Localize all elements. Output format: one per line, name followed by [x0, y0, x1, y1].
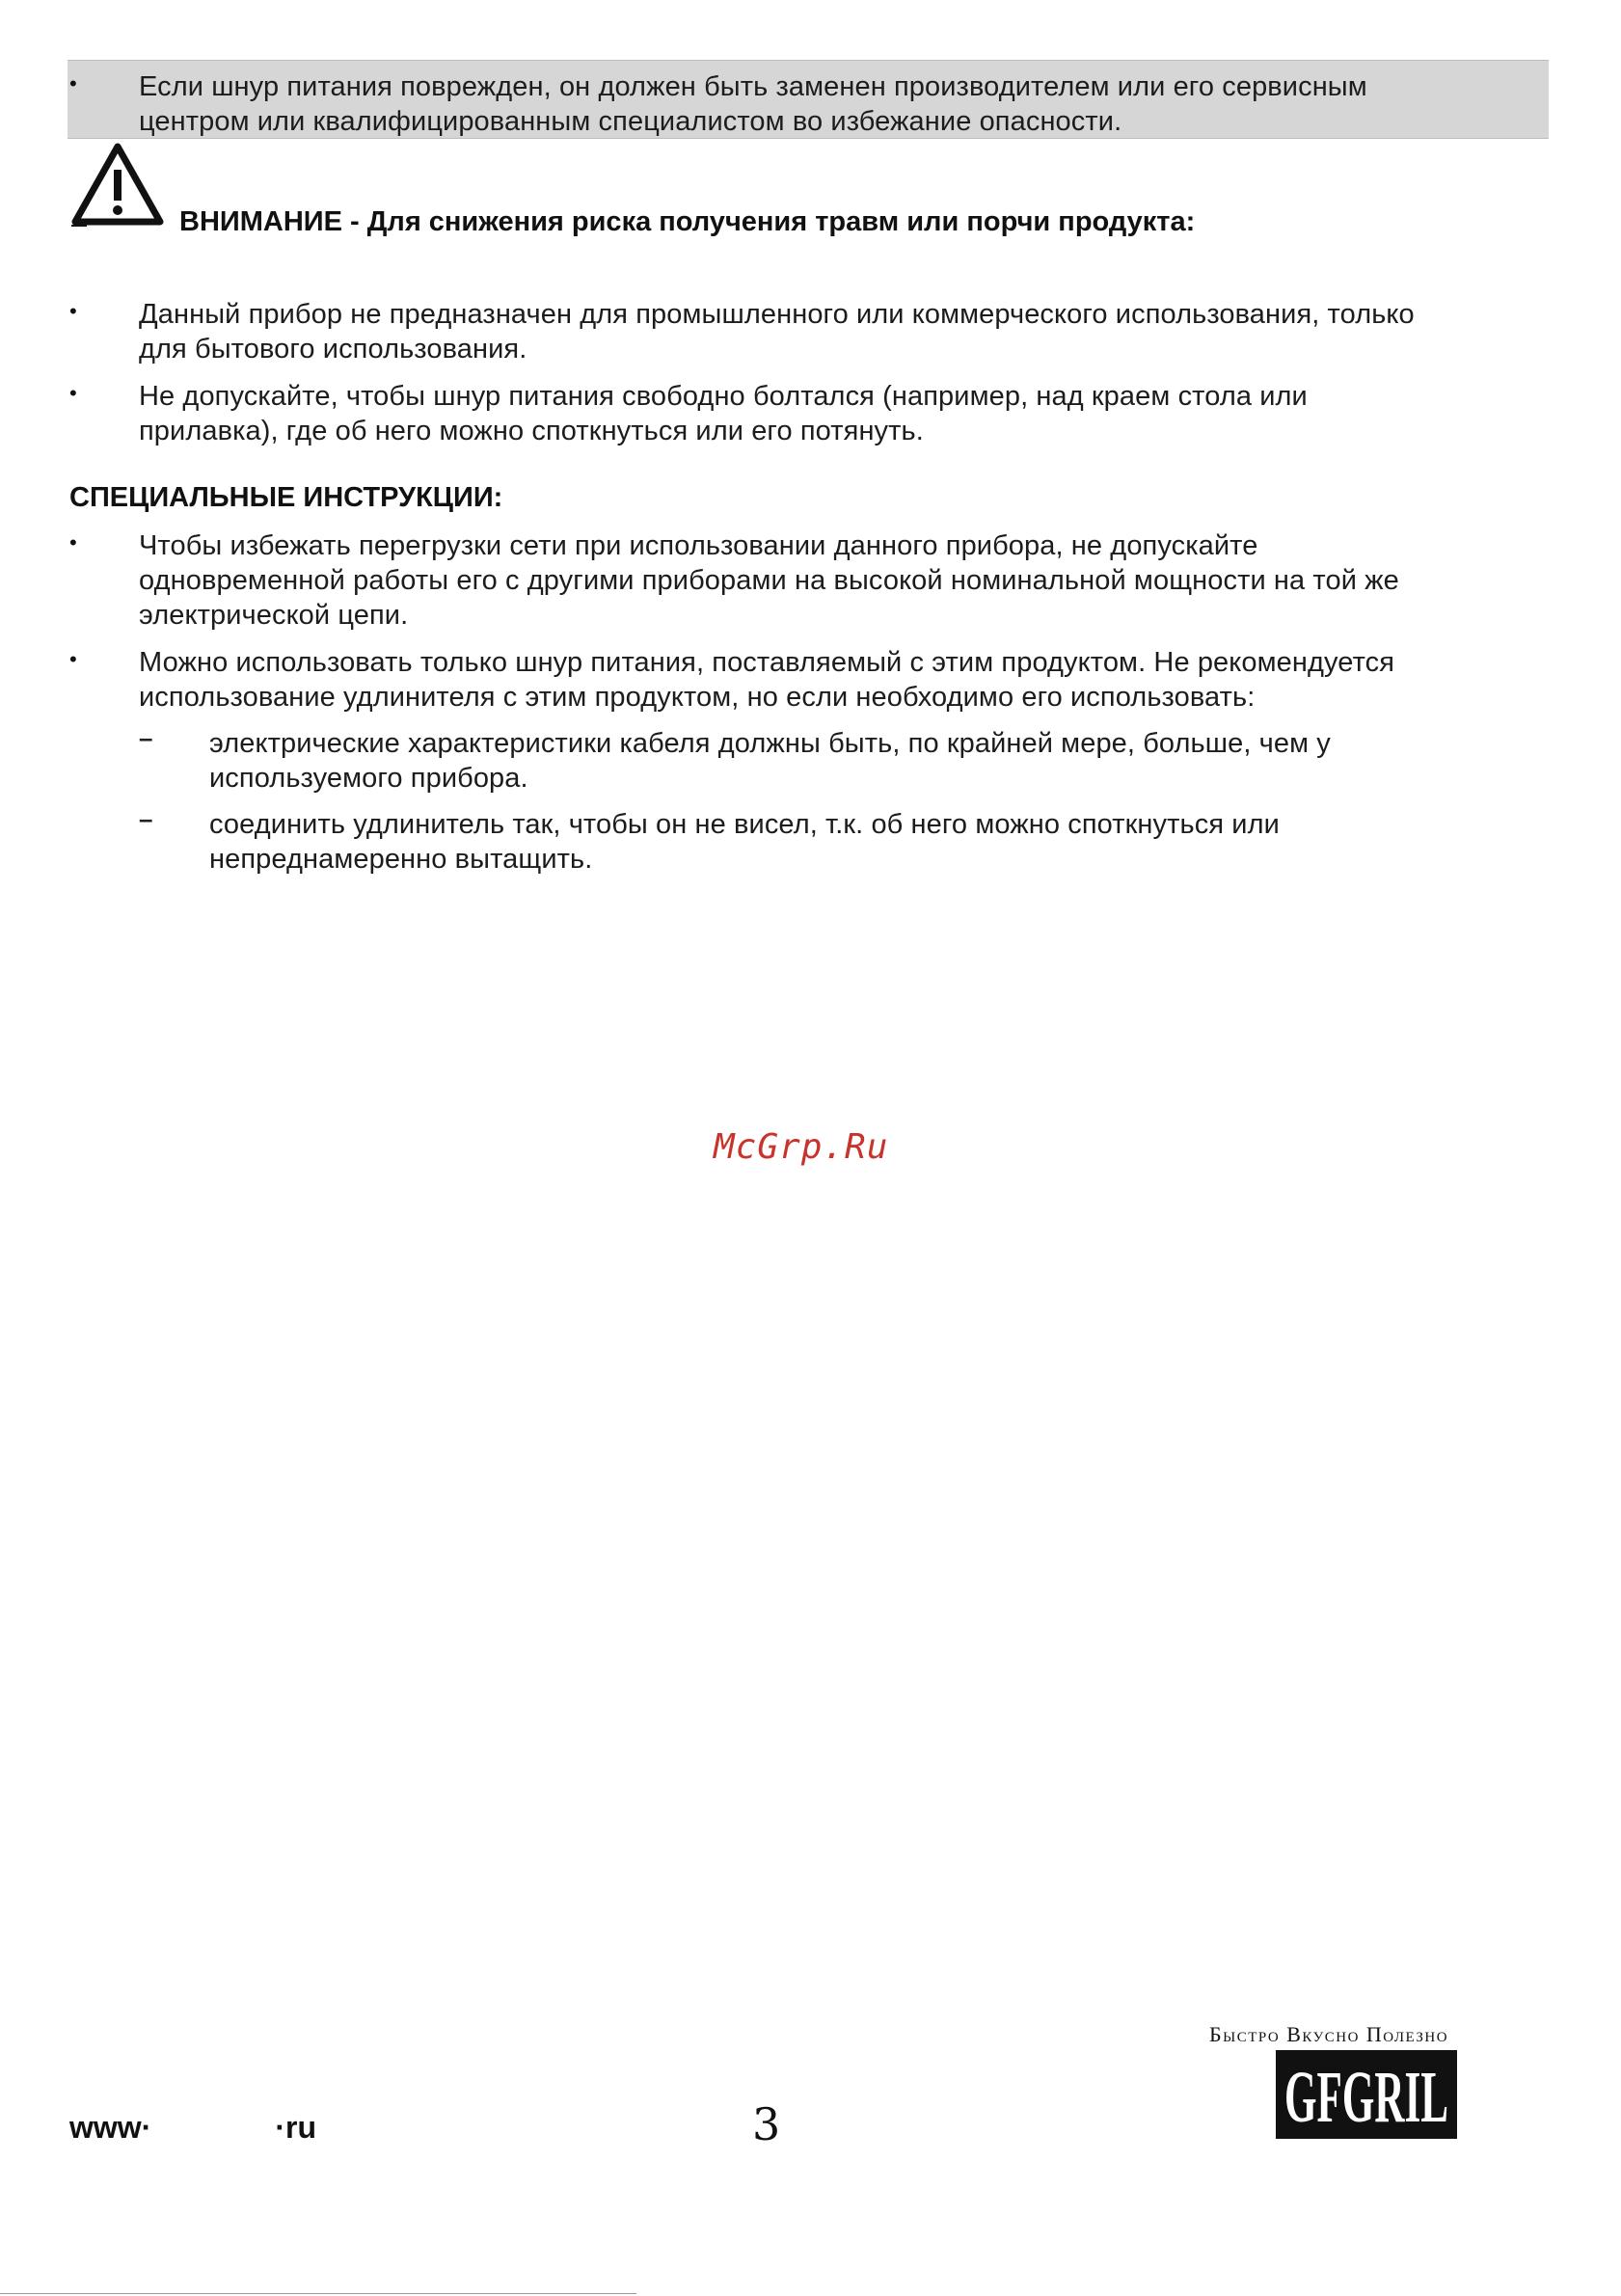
warning-item-1-line-2: для бытового использования. [139, 334, 527, 365]
subitem-1-line-1: электрические характеристики кабеля должны быть, по крайней мере, больше, чем у [209, 728, 1331, 759]
subitem-2-line-1: соединить удлинитель так, чтобы он не висел, т.к. об него можно споткнуться или [209, 809, 1280, 840]
special-item-2-line-2: использование удлинителя с этим продуктом, но если необходимо его использовать: [139, 682, 1256, 713]
watermark: McGrp.Ru [714, 1127, 889, 1167]
special-item-1-line-1: Чтобы избежать перегрузки сети при использовании данного прибора, не допускайте [139, 530, 1258, 561]
special-item-1-line-2: одновременной работы его с другими приборами на высокой номинальной мощности на той же [139, 565, 1399, 596]
bullet: • [69, 381, 77, 405]
notice-line-2: центром или квалифицированным специалистом во избежание опасности. [139, 106, 1122, 137]
brand-logo-text: GFGRIL [1284, 2057, 1448, 2138]
page-number: 3 [752, 2098, 781, 2150]
brand-tagline: Быстро Вкусно Полезно [1209, 2022, 1449, 2046]
dash-marker: – [139, 804, 153, 833]
warning-triangle-icon [69, 141, 166, 230]
url-suffix: ·ru [275, 2110, 316, 2145]
section-heading: СПЕЦИАЛЬНЫЕ ИНСТРУКЦИИ: [69, 482, 503, 513]
bullet: • [69, 299, 77, 323]
warning-item-1-line-1: Данный прибор не предназначен для промышленного или коммерческого использования, только [139, 299, 1415, 330]
bullet: • [69, 71, 77, 95]
dash-marker: – [139, 723, 153, 752]
bullet: • [69, 647, 77, 671]
notice-line-1: Если шнур питания поврежден, он должен быть заменен производителем или его сервисным [139, 71, 1367, 102]
special-item-2-line-1: Можно использовать только шнур питания, поставляемый с этим продуктом. Не рекомендуется [139, 647, 1395, 678]
warning-item-2-line-2: прилавка), где об него можно споткнуться или его потянуть. [139, 416, 924, 446]
warning-item-2-line-1: Не допускайте, чтобы шнур питания свободно болтался (например, над краем стола или [139, 381, 1308, 412]
footer-url[interactable] [69, 2108, 316, 2147]
bullet: • [69, 530, 77, 554]
special-item-1-line-3: электрической цепи. [139, 600, 409, 631]
footer-rule [0, 2293, 636, 2294]
url-prefix: www· [69, 2110, 152, 2145]
subitem-2-line-2: непреднамеренно вытащить. [209, 844, 593, 875]
brand-logo [1276, 2050, 1457, 2139]
subitem-1-line-2: используемого прибора. [209, 763, 528, 794]
warning-title: ВНИМАНИЕ - Для снижения риска получения травм или порчи продукта: [179, 206, 1196, 237]
